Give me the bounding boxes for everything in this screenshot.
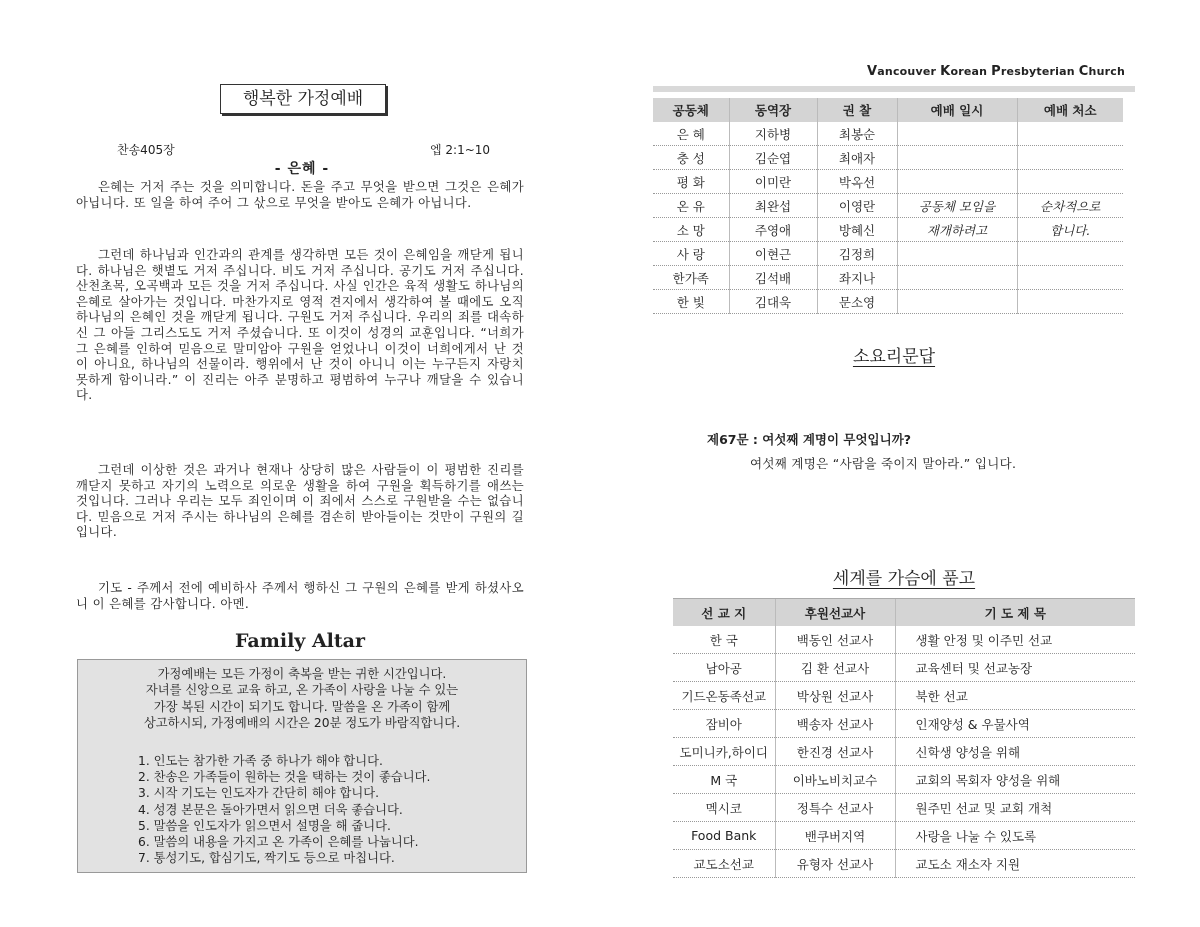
table-cell: 한 국 bbox=[673, 626, 775, 654]
table-row bbox=[653, 194, 1123, 218]
table-cell: 북한 선교 bbox=[895, 682, 1135, 710]
list-item: 5. 말씀을 인도자가 읽으면서 설명을 해 줍니다. bbox=[138, 818, 391, 833]
table-cell: 온 유 bbox=[653, 194, 729, 218]
table-cell: 한진경 선교사 bbox=[775, 738, 895, 766]
table-cell: 평 화 bbox=[653, 170, 729, 194]
mission-section-title: 세계를 가슴에 품고 bbox=[832, 569, 976, 589]
table-row bbox=[653, 218, 1123, 242]
column-header: 예배 일시 bbox=[897, 98, 1017, 122]
table-row bbox=[673, 766, 1135, 794]
table-cell: 김순엽 bbox=[729, 146, 817, 170]
sermon-paragraph-3: 그런데 이상한 것은 과거나 현재나 상당히 많은 사람들이 이 평범한 진리를 깨닫지 못하고 자기의 노력으로 의로운 생활을 하여 구원을 획득하기를 애쓰는 것입니다. 그러나 우리는 모두 죄인이며 이 죄에서 스스로 구원받을 수는 없습니다. 믿음으로 거저 주시는 하나님의 은혜를 겸손히 받아들이는 것만이 구원의 길입니다. bbox=[76, 463, 524, 540]
table-row bbox=[673, 738, 1135, 766]
table-cell: 멕시코 bbox=[673, 794, 775, 822]
column-header: 예배 처소 bbox=[1017, 98, 1123, 122]
table-row bbox=[653, 146, 1123, 170]
table-cell: 공동체 모임을 bbox=[897, 194, 1017, 218]
catechism-answer: 여섯째 계명은 “사람을 죽이지 말아라.” 입니다. bbox=[750, 456, 1017, 471]
table-cell: 좌지나 bbox=[817, 266, 897, 290]
altar-guidelines bbox=[138, 753, 430, 866]
church-name: Vancouver Korean Presbyterian Church bbox=[867, 64, 1125, 79]
table-cell: 교회의 목회자 양성을 위해 bbox=[895, 766, 1135, 794]
table-cell: 인재양성 & 우물사역 bbox=[895, 710, 1135, 738]
column-header: 공동체 bbox=[653, 98, 729, 122]
table-row bbox=[673, 682, 1135, 710]
table-cell: 교도소 재소자 지원 bbox=[895, 850, 1135, 878]
table-cell: 김정희 bbox=[817, 242, 897, 266]
table-cell bbox=[897, 266, 1017, 290]
table-cell: 신학생 양성을 위해 bbox=[895, 738, 1135, 766]
table-cell: 충 성 bbox=[653, 146, 729, 170]
column-header: 후원선교사 bbox=[775, 599, 895, 627]
list-item: 6. 말씀의 내용을 가지고 온 가족이 은혜를 나눕니다. bbox=[138, 835, 419, 850]
cell-group-table bbox=[653, 98, 1123, 314]
table-cell: 교육센터 및 선교농장 bbox=[895, 654, 1135, 682]
table-cell: 사 랑 bbox=[653, 242, 729, 266]
table-cell bbox=[897, 146, 1017, 170]
table-row bbox=[653, 290, 1123, 314]
table-cell bbox=[897, 242, 1017, 266]
table-cell bbox=[1017, 290, 1123, 314]
table-row bbox=[673, 710, 1135, 738]
sermon-heading: - 은혜 - bbox=[274, 161, 330, 177]
mission-table bbox=[673, 598, 1135, 878]
scripture-reference: 엡 2:1~10 bbox=[430, 143, 491, 157]
table-cell bbox=[1017, 146, 1123, 170]
table-cell bbox=[897, 290, 1017, 314]
sermon-paragraph-1: 은혜는 거저 주는 것을 의미합니다. 돈을 주고 무엇을 받으면 그것은 은혜가 아닙니다. 또 일을 하여 주어 그 삯으로 무엇을 받아도 은혜가 아닙니다. bbox=[76, 180, 524, 210]
table-cell: 소 망 bbox=[653, 218, 729, 242]
table-cell: 박상원 선교사 bbox=[775, 682, 895, 710]
table-row bbox=[673, 850, 1135, 878]
table-cell: 유형자 선교사 bbox=[775, 850, 895, 878]
table-cell: 지하병 bbox=[729, 122, 817, 146]
table-cell: 한가족 bbox=[653, 266, 729, 290]
table-row bbox=[673, 626, 1135, 654]
catechism-title: 소요리문답 bbox=[852, 347, 936, 367]
header-divider bbox=[653, 86, 1135, 92]
table-cell: 합니다. bbox=[1017, 218, 1123, 242]
table-cell: 최봉순 bbox=[817, 122, 897, 146]
table-cell: 백송자 선교사 bbox=[775, 710, 895, 738]
table-cell: 주영애 bbox=[729, 218, 817, 242]
table-cell: 기드온동족선교 bbox=[673, 682, 775, 710]
table-cell: 이영란 bbox=[817, 194, 897, 218]
table-cell: 재개하려고 bbox=[897, 218, 1017, 242]
table-cell bbox=[1017, 122, 1123, 146]
table-row bbox=[653, 170, 1123, 194]
table-cell: 김 환 선교사 bbox=[775, 654, 895, 682]
table-cell: 순차적으로 bbox=[1017, 194, 1123, 218]
table-cell: 은 혜 bbox=[653, 122, 729, 146]
table-cell: 남아공 bbox=[673, 654, 775, 682]
column-header: 동역장 bbox=[729, 98, 817, 122]
table-cell: 잠비아 bbox=[673, 710, 775, 738]
catechism-question: 제67문 : 여섯째 계명이 무엇입니까? bbox=[707, 432, 912, 447]
sermon-paragraph-2: 그런데 하나님과 인간과의 관계를 생각하면 모든 것이 은혜임을 깨닫게 됩니다. 하나님은 햇볕도 거저 주십니다. 비도 거저 주십니다. 공기도 거저 주십니다. 산천초목, 오곡백과 모든 것을 거저 주십니다. 사실 인간은 육적 생활도 하나님의 은혜로 살아가는 것입니다. 마찬가지로 영적 견지에서 생각하여 볼 때에도 오직 하나님의 은혜인 것을 깨닫게 됩니다. 구원도 거저 주십니다. 우리의 죄를 대속하신 그 아들 그리스도도 거저 주셨습니다. 또 이것이 성경의 교훈입니다. “너희가 그 은혜를 인하여 믿음으로 말미암아 구원을 얻었나니 이것이 너희에게서 난 것이 아니요, 하나님의 선물이라. 행위에서 난 것이 아니니 이는 누구든지 자랑치 못하게 함이니라.” 이 진리는 아주 분명하고 평범하여 누구나 깨달을 수 있습니다. bbox=[76, 248, 524, 403]
column-header: 기 도 제 목 bbox=[895, 599, 1135, 627]
table-cell: 문소영 bbox=[817, 290, 897, 314]
table-row bbox=[673, 822, 1135, 850]
table-row bbox=[653, 266, 1123, 290]
table-cell: 도미니카,하이디 bbox=[673, 738, 775, 766]
table-row bbox=[673, 654, 1135, 682]
list-item: 2. 찬송은 가족들이 원하는 것을 택하는 것이 좋습니다. bbox=[138, 770, 431, 785]
table-cell: 박옥선 bbox=[817, 170, 897, 194]
table-row bbox=[673, 794, 1135, 822]
table-cell: Food Bank bbox=[673, 822, 775, 850]
table-row bbox=[653, 122, 1123, 146]
list-item: 7. 통성기도, 합심기도, 짝기도 등으로 마칩니다. bbox=[138, 851, 395, 866]
list-item: 3. 시작 기도는 인도자가 간단히 해야 합니다. bbox=[138, 786, 380, 801]
table-cell: 백동인 선교사 bbox=[775, 626, 895, 654]
column-header: 권 찰 bbox=[817, 98, 897, 122]
table-cell: 이바노비치교수 bbox=[775, 766, 895, 794]
table-cell: 교도소선교 bbox=[673, 850, 775, 878]
table-cell bbox=[1017, 242, 1123, 266]
table-cell: 김석배 bbox=[729, 266, 817, 290]
list-item: 4. 성경 본문은 돌아가면서 읽으면 더욱 좋습니다. bbox=[138, 802, 403, 817]
prayer-paragraph: 기도 - 주께서 전에 예비하사 주께서 행하신 그 구원의 은혜를 받게 하셨사오니 이 은혜를 감사합니다. 아멘. bbox=[76, 581, 524, 611]
table-cell: 이미란 bbox=[729, 170, 817, 194]
table-cell bbox=[897, 122, 1017, 146]
table-cell: M 국 bbox=[673, 766, 775, 794]
table-cell: 최애자 bbox=[817, 146, 897, 170]
column-header: 선 교 지 bbox=[673, 599, 775, 627]
table-cell: 밴쿠버지역 bbox=[775, 822, 895, 850]
family-altar-box bbox=[77, 659, 527, 873]
table-cell: 최완섭 bbox=[729, 194, 817, 218]
family-altar-title: Family Altar bbox=[234, 630, 365, 652]
table-cell: 사랑을 나눌 수 있도록 bbox=[895, 822, 1135, 850]
table-cell: 한 빛 bbox=[653, 290, 729, 314]
table-cell: 원주민 선교 및 교회 개척 bbox=[895, 794, 1135, 822]
table-cell bbox=[1017, 266, 1123, 290]
table-cell: 방혜신 bbox=[817, 218, 897, 242]
hymn-number: 찬송405장 bbox=[117, 143, 175, 157]
table-cell: 정특수 선교사 bbox=[775, 794, 895, 822]
table-cell bbox=[897, 170, 1017, 194]
table-cell: 생활 안정 및 이주민 선교 bbox=[895, 626, 1135, 654]
table-row bbox=[653, 242, 1123, 266]
list-item: 1. 인도는 참가한 가족 중 하나가 해야 합니다. bbox=[138, 754, 383, 768]
table-cell: 김대욱 bbox=[729, 290, 817, 314]
table-cell bbox=[1017, 170, 1123, 194]
page-title: 행복한 가정예배 bbox=[220, 84, 386, 114]
altar-intro: 가정예배는 모든 가정이 축복을 받는 귀한 시간입니다. 자녀를 신앙으로 교육 하고, 온 가족이 사랑을 나눌 수 있는 가장 복된 시간이 되기도 합니다. 말씀을 온 가족이 함께 상고하시되, 가정예배의 시간은 20분 정도가 바람직합니다. bbox=[143, 667, 461, 730]
table-cell: 이현근 bbox=[729, 242, 817, 266]
